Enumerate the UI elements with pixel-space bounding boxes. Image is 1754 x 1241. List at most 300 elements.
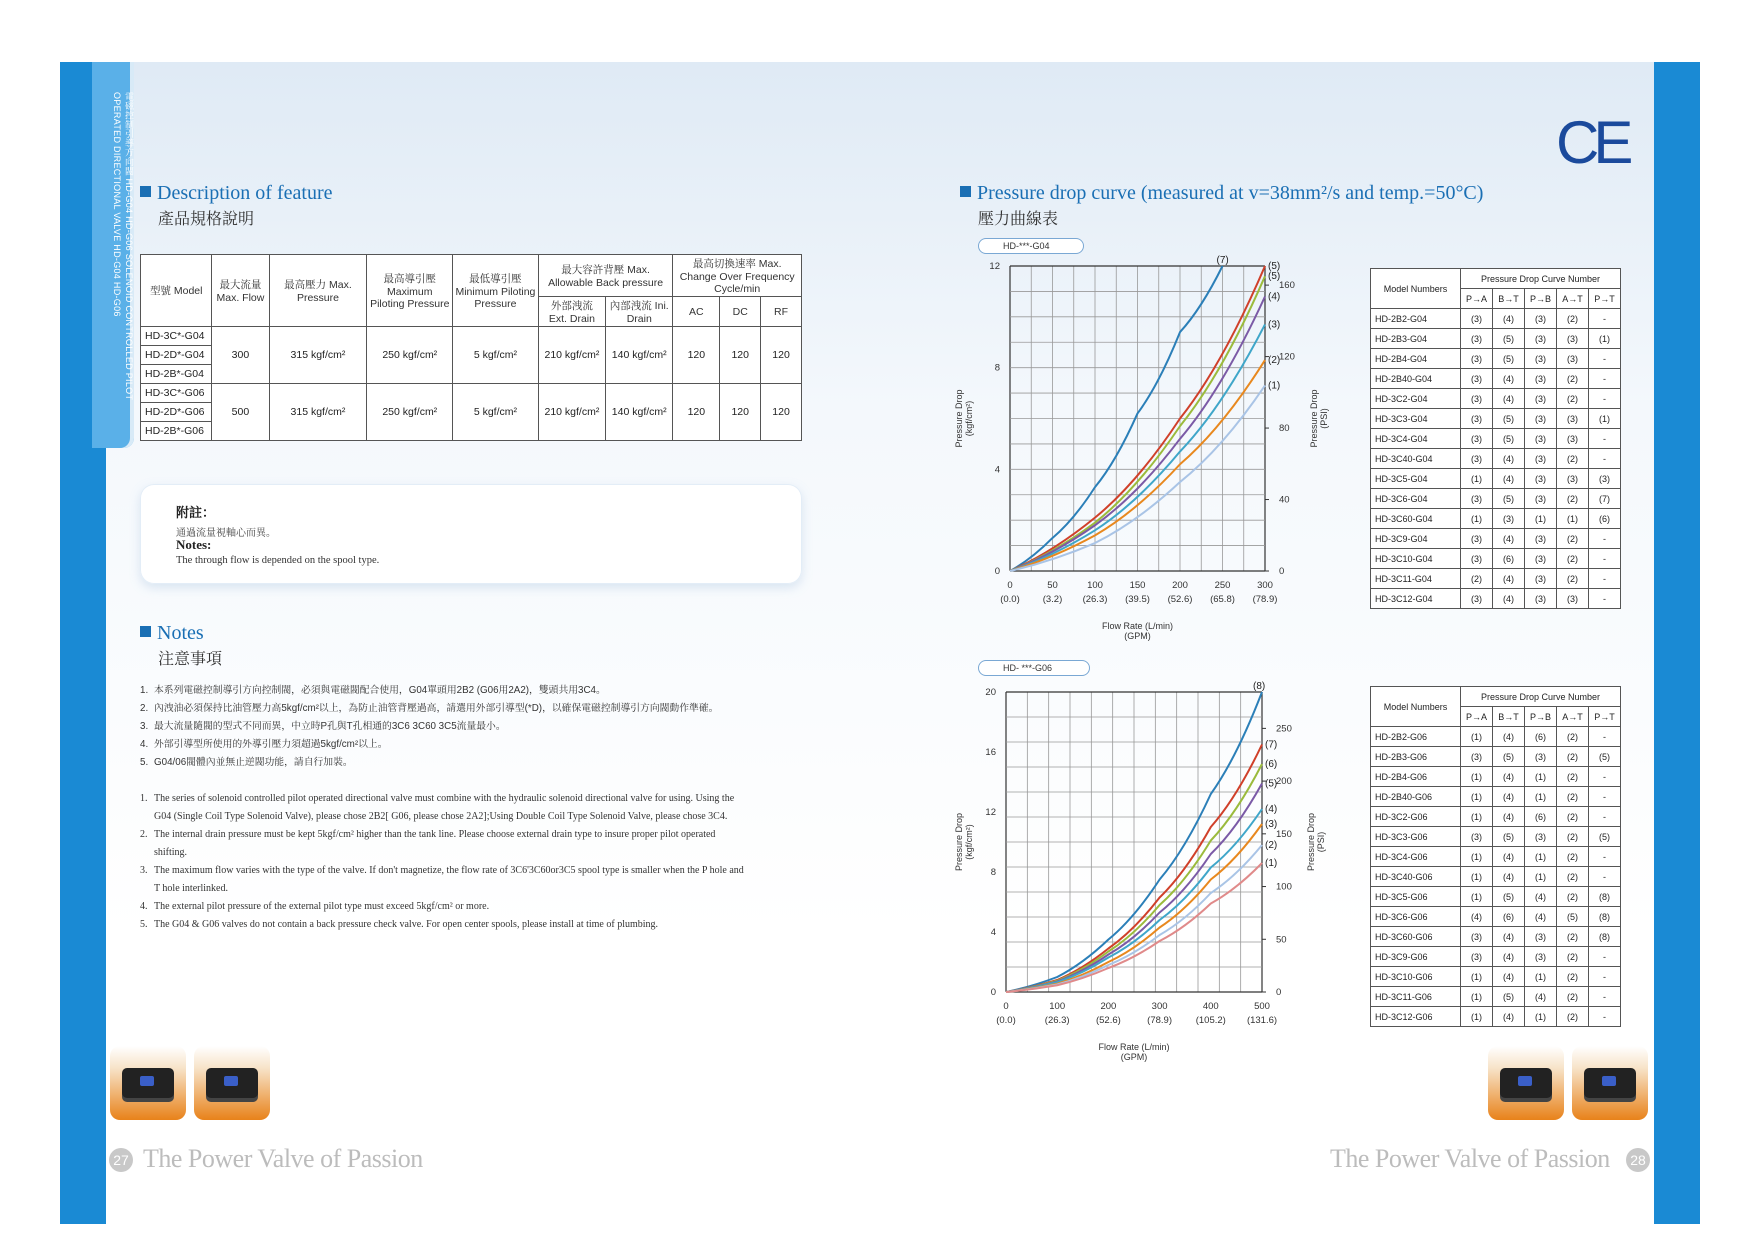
- curve-table-col-header: A→T: [1557, 707, 1589, 727]
- table-row: [1371, 549, 1621, 569]
- curve-table-col-header: A→T: [1557, 289, 1589, 309]
- y-tick-label: 4: [990, 927, 996, 938]
- table-row: [1371, 589, 1621, 609]
- curve-cell: (2): [1557, 987, 1589, 1007]
- curve-cell: (5): [1493, 409, 1525, 429]
- curve-cell: (4): [1493, 369, 1525, 389]
- curve-cell: (5): [1493, 429, 1525, 449]
- x-gpm-label: (26.3): [1044, 1015, 1070, 1026]
- table-row: [1371, 369, 1621, 389]
- model-cell: HD-3C2-G04: [1371, 389, 1461, 409]
- curve-cell: (4): [1493, 469, 1525, 489]
- curve-cell: (5): [1493, 987, 1525, 1007]
- spec-int-drain: 140 kgf/cm²: [606, 327, 673, 384]
- spec-rf: 120: [761, 327, 802, 384]
- x-tick-label: 400: [1202, 1001, 1219, 1012]
- curve-cell: (2): [1557, 847, 1589, 867]
- curve-cell: (1): [1525, 847, 1557, 867]
- curve-cell: (3): [1461, 389, 1493, 409]
- curve-table-col-header: P→T: [1589, 707, 1621, 727]
- table-row: [1371, 469, 1621, 489]
- x-tick-label: 300: [1151, 1001, 1168, 1012]
- curve-number-label: (5): [1268, 271, 1281, 283]
- notes-en-list: [140, 790, 820, 934]
- y2-tick-label: 160: [1279, 280, 1295, 292]
- note-cn-item: 3. 最大流量隨閥的型式不同而異，中立時P孔與T孔相通的3C6 3C60 3C5流量最小。: [140, 721, 506, 732]
- curve-cell: (4): [1493, 727, 1525, 747]
- curve-cell: (2): [1557, 549, 1589, 569]
- table-row: [1371, 349, 1621, 369]
- spec-min-piloting: 5 kgf/cm²: [453, 384, 539, 441]
- curve-table-g04: [1370, 268, 1621, 609]
- model-cell: HD-2B40-G06: [1371, 787, 1461, 807]
- model-cell: HD-3C11-G06: [1371, 987, 1461, 1007]
- curve-table-col-header: P→A: [1461, 707, 1493, 727]
- model-cell: HD-3C4-G04: [1371, 429, 1461, 449]
- curve-cell: (1): [1525, 509, 1557, 529]
- note-en-line: shifting.: [154, 847, 188, 858]
- curve-number-label: (7): [1216, 255, 1229, 266]
- table-row: [1371, 309, 1621, 329]
- curve-cell: (1): [1461, 767, 1493, 787]
- table-row: [1371, 927, 1621, 947]
- footer-slogan-right: The Power Valve of Passion: [1330, 1144, 1610, 1173]
- curve-cell: (4): [1493, 847, 1525, 867]
- heading-square-icon: [140, 186, 151, 197]
- curve-cell: (5): [1493, 489, 1525, 509]
- table-row: [1371, 747, 1621, 767]
- curve-cell: (3): [1589, 469, 1621, 489]
- curve-cell: (3): [1461, 329, 1493, 349]
- y2-tick-label: 80: [1279, 423, 1290, 435]
- curve-number-label: (7): [1265, 739, 1278, 751]
- y2-tick-label: 0: [1279, 566, 1285, 577]
- curve-cell: (5): [1493, 349, 1525, 369]
- curve-cell: -: [1589, 389, 1621, 409]
- curve-cell: (2): [1557, 827, 1589, 847]
- x-gpm-label: (78.9): [1252, 594, 1278, 605]
- y-tick-label: 12: [989, 261, 1000, 272]
- curve-cell: -: [1589, 569, 1621, 589]
- curve-cell: (4): [1493, 309, 1525, 329]
- model-cell: HD-3C10-G06: [1371, 967, 1461, 987]
- curve-cell: (3): [1557, 409, 1589, 429]
- curve-cell: (2): [1557, 449, 1589, 469]
- curve-cell: -: [1589, 549, 1621, 569]
- curve-cell: (4): [1525, 887, 1557, 907]
- spec-max-flow: 500: [212, 384, 269, 441]
- x-tick-label: 100: [1049, 1001, 1066, 1012]
- curve-cell: -: [1589, 349, 1621, 369]
- curve-cell: (2): [1557, 887, 1589, 907]
- curve-cell: (3): [1525, 409, 1557, 429]
- curve-cell: -: [1589, 947, 1621, 967]
- th-dc: DC: [720, 297, 761, 327]
- model-cell: HD-3C6-G04: [1371, 489, 1461, 509]
- curve-cell: (3): [1525, 369, 1557, 389]
- curve-table-col-header: P→B: [1525, 289, 1557, 309]
- page-number-right: 28: [1626, 1148, 1650, 1172]
- model-cell: HD-2B4-G06: [1371, 767, 1461, 787]
- th-back-pressure: 最大容許背壓 Max. Allowable Back pressure: [538, 255, 673, 297]
- notes-cn-list: [140, 682, 820, 772]
- curve-cell: (2): [1461, 569, 1493, 589]
- table-row: [1371, 429, 1621, 449]
- curve-cell: (3): [1461, 489, 1493, 509]
- valve-image: [206, 1068, 258, 1098]
- curve-cell: (3): [1525, 927, 1557, 947]
- x-gpm-label: (52.6): [1095, 1015, 1121, 1026]
- y-tick-label: 16: [985, 747, 996, 758]
- curve-cell: (2): [1557, 867, 1589, 887]
- curve-cell: (1): [1461, 867, 1493, 887]
- y-axis-unit: (kgf/cm²): [964, 824, 974, 860]
- curve-cell: (1): [1525, 767, 1557, 787]
- th-cycle: 最高切換速率 Max. Change Over Frequency Cycle/min: [673, 255, 802, 297]
- curve-cell: (3): [1557, 349, 1589, 369]
- curve-cell: (1): [1461, 469, 1493, 489]
- valve-image: [122, 1068, 174, 1098]
- th-max-flow: 最大流量 Max. Flow: [212, 255, 269, 327]
- model-cell: HD-3C6-G06: [1371, 907, 1461, 927]
- note-en-line: T hole interlinked.: [154, 883, 228, 894]
- curve-cell: (5): [1589, 827, 1621, 847]
- curve-cell: (2): [1557, 309, 1589, 329]
- curve-table-col-header: P→A: [1461, 289, 1493, 309]
- curve-cell: (2): [1557, 489, 1589, 509]
- curve-table-col-header: P→T: [1589, 289, 1621, 309]
- curve-number-label: (6): [1265, 759, 1278, 770]
- curve-cell: (7): [1589, 489, 1621, 509]
- curve-cell: (1): [1525, 787, 1557, 807]
- curve-cell: (3): [1461, 927, 1493, 947]
- th-rf: RF: [761, 297, 802, 327]
- table-row: [1371, 847, 1621, 867]
- x-gpm-label: (131.6): [1246, 1015, 1278, 1026]
- note-cn-item: 1. 本系列電磁控制導引方向控制閥，必須與電磁閥配合使用，G04單頭用2B2 (G06用2A2)，雙頭共用3C4。: [140, 685, 606, 696]
- curve-cell: -: [1589, 967, 1621, 987]
- curve-cell: (1): [1461, 967, 1493, 987]
- curve-cell: (3): [1525, 569, 1557, 589]
- table-row: [1371, 529, 1621, 549]
- curve-number-label: (1): [1265, 858, 1278, 869]
- curve-cell: (4): [1493, 807, 1525, 827]
- curve-cell: (1): [1461, 807, 1493, 827]
- curve-cell: (3): [1525, 349, 1557, 369]
- curve-cell: (4): [1493, 449, 1525, 469]
- curve-cell: (1): [1461, 847, 1493, 867]
- x-gpm-label: (78.9): [1147, 1015, 1173, 1026]
- spec-model: HD-2D*-G04: [141, 346, 212, 365]
- curve-cell: (3): [1557, 429, 1589, 449]
- table-row: [1371, 509, 1621, 529]
- th-min-piloting: 最低導引壓 Minimum Piloting Pressure: [453, 255, 539, 327]
- table-row: [1371, 987, 1621, 1007]
- curve-cell: (1): [1525, 867, 1557, 887]
- y-tick-label: 0: [994, 566, 1000, 577]
- curve-cell: (6): [1525, 807, 1557, 827]
- model-cell: HD-2B3-G06: [1371, 747, 1461, 767]
- spec-model: HD-2B*-G04: [141, 365, 212, 384]
- valve-thumbnail: [1572, 1046, 1648, 1120]
- curve-cell: (3): [1461, 369, 1493, 389]
- note-en-line: 1. The series of solenoid controlled pilot operated directional valve must combine with the hydraulic solenoid directional valve for using. Using the: [140, 793, 735, 804]
- curve-cell: (6): [1525, 727, 1557, 747]
- curve-number-label: (5): [1265, 778, 1278, 790]
- x-gpm-label: (39.5): [1125, 594, 1150, 605]
- curve-number-label: (4): [1265, 804, 1278, 815]
- curve-cell: (4): [1493, 947, 1525, 967]
- note-cn-item: 5. G04/06閥體內並無止逆閥功能，請自行加裝。: [140, 757, 353, 768]
- spec-max-flow: 300: [212, 327, 269, 384]
- y2-tick-label: 50: [1276, 934, 1287, 946]
- curve-cell: (2): [1557, 747, 1589, 767]
- pressure-heading: [960, 182, 1483, 205]
- curve-cell: (2): [1557, 787, 1589, 807]
- notes-subtitle: 注意事項: [158, 651, 223, 668]
- x-tick-label: 500: [1254, 1001, 1270, 1012]
- curve-cell: (4): [1493, 867, 1525, 887]
- spec-ext-drain: 210 kgf/cm²: [538, 327, 605, 384]
- curve-cell: (4): [1493, 529, 1525, 549]
- curve-cell: -: [1589, 369, 1621, 389]
- y2-axis-unit: (PSI): [1319, 408, 1329, 429]
- curve-cell: (2): [1557, 767, 1589, 787]
- curve-cell: (1): [1589, 409, 1621, 429]
- x-gpm-label: (26.3): [1082, 594, 1108, 605]
- curve-cell: (4): [1493, 389, 1525, 409]
- curve-cell: (1): [1461, 727, 1493, 747]
- curve-cell: (3): [1525, 747, 1557, 767]
- x-gpm-label: (65.8): [1210, 594, 1235, 605]
- curve-cell: (4): [1493, 569, 1525, 589]
- footer-slogan-left: The Power Valve of Passion: [143, 1144, 423, 1173]
- note-en-line: 3. The maximum flow varies with the type of the valve. If don't magnetize, the flow rate of 3C6'3C60or3C5 spool type is smaller when the P hole and: [140, 865, 744, 876]
- curve-cell: (1): [1525, 1007, 1557, 1027]
- curve-cell: (5): [1493, 329, 1525, 349]
- curve-cell: (3): [1461, 429, 1493, 449]
- y2-tick-label: 0: [1276, 987, 1282, 998]
- curve-cell: (3): [1461, 449, 1493, 469]
- y-axis-label: Pressure Drop: [954, 812, 964, 872]
- curve-cell: (3): [1525, 489, 1557, 509]
- spec-max-piloting: 250 kgf/cm²: [367, 327, 453, 384]
- table-row: [1371, 787, 1621, 807]
- model-cell: HD-2B2-G06: [1371, 727, 1461, 747]
- table-row: [1371, 887, 1621, 907]
- table-row: [1371, 807, 1621, 827]
- curve-cell: (6): [1589, 509, 1621, 529]
- curve-cell: -: [1589, 767, 1621, 787]
- curve-cell: (1): [1461, 787, 1493, 807]
- model-cell: HD-2B40-G04: [1371, 369, 1461, 389]
- y-tick-label: 8: [994, 362, 1000, 374]
- curve-cell: (3): [1525, 449, 1557, 469]
- spec-table: [140, 254, 802, 441]
- curve-table-col-header: P→B: [1525, 707, 1557, 727]
- curve-cell: (2): [1557, 947, 1589, 967]
- curve-cell: (1): [1461, 887, 1493, 907]
- curve-cell: (1): [1557, 509, 1589, 529]
- y-tick-label: 20: [985, 687, 996, 698]
- spec-max-pressure: 315 kgf/cm²: [269, 384, 367, 441]
- description-subtitle: 產品規格說明: [158, 211, 255, 228]
- curve-cell: (8): [1589, 907, 1621, 927]
- spec-dc: 120: [720, 384, 761, 441]
- table-row: [1371, 827, 1621, 847]
- y2-tick-label: 150: [1276, 828, 1292, 840]
- model-cell: HD-2B3-G04: [1371, 329, 1461, 349]
- x-axis-label-gpm: (GPM): [1124, 631, 1151, 641]
- y-axis-unit: (kgf/cm²): [964, 400, 974, 437]
- curve-cell: (3): [1461, 589, 1493, 609]
- th-ac: AC: [673, 297, 720, 327]
- table-row: [1371, 1007, 1621, 1027]
- x-tick-label: 300: [1257, 580, 1273, 591]
- table-row: [1371, 727, 1621, 747]
- curve-cell: (3): [1525, 309, 1557, 329]
- x-tick-label: 200: [1100, 1001, 1117, 1012]
- curve-cell: (4): [1461, 907, 1493, 927]
- model-cell: HD-3C9-G04: [1371, 529, 1461, 549]
- pressure-title: Pressure drop curve (measured at v=38mm²/s and temp.=50°C): [977, 182, 1484, 204]
- model-cell: HD-3C60-G04: [1371, 509, 1461, 529]
- curve-cell: (3): [1461, 349, 1493, 369]
- curve-cell: (2): [1557, 1007, 1589, 1027]
- curve-cell: -: [1589, 589, 1621, 609]
- table-row: [1371, 967, 1621, 987]
- model-cell: HD-3C12-G04: [1371, 589, 1461, 609]
- curve-table-model-header: Model Numbers: [1371, 687, 1461, 727]
- curve-cell: -: [1589, 727, 1621, 747]
- y2-tick-label: 250: [1276, 723, 1292, 735]
- spec-model: HD-2D*-G06: [141, 403, 212, 422]
- x-gpm-label: (0.0): [1000, 594, 1020, 605]
- spec-min-piloting: 5 kgf/cm²: [453, 327, 539, 384]
- curve-cell: (3): [1461, 409, 1493, 429]
- curve-cell: (2): [1557, 967, 1589, 987]
- curve-cell: (1): [1461, 509, 1493, 529]
- x-tick-label: 250: [1214, 580, 1231, 591]
- curve-cell: -: [1589, 529, 1621, 549]
- curve-cell: (3): [1557, 589, 1589, 609]
- curve-cell: (1): [1525, 967, 1557, 987]
- y2-axis-unit: (PSI): [1316, 831, 1326, 853]
- note-cn-item: 2. 內洩油必須保持比油管壓力高5kgf/cm²以上，為防止油管背壓過高，請選用外部引導型(*D)，以確保電磁控制導引方向閥動作準確。: [140, 703, 719, 714]
- curve-cell: (8): [1589, 927, 1621, 947]
- curve-cell: (1): [1589, 329, 1621, 349]
- curve-cell: -: [1589, 1007, 1621, 1027]
- y-tick-label: 4: [994, 464, 1000, 476]
- y2-tick-label: 40: [1279, 494, 1290, 506]
- curve-cell: -: [1589, 787, 1621, 807]
- curve-cell: (3): [1525, 389, 1557, 409]
- note-en-line: 5. The G04 & G06 valves do not contain a back pressure check valve. For open center spools, please install at time of plumbing.: [140, 919, 659, 930]
- curve-number-label: (3): [1265, 819, 1278, 830]
- curve-cell: (4): [1525, 907, 1557, 927]
- y2-axis-label: Pressure Drop: [1306, 812, 1316, 872]
- right-side-strip: [1654, 62, 1700, 1224]
- spec-ac: 120: [673, 384, 720, 441]
- curve-cell: (1): [1461, 987, 1493, 1007]
- pressure-subtitle: 壓力曲線表: [978, 211, 1059, 228]
- spec-max-piloting: 250 kgf/cm²: [367, 384, 453, 441]
- spec-int-drain: 140 kgf/cm²: [606, 384, 673, 441]
- curve-cell: (2): [1557, 389, 1589, 409]
- th-max-pressure: 最高壓力 Max. Pressure: [269, 255, 367, 327]
- spec-ext-drain: 210 kgf/cm²: [538, 384, 605, 441]
- curve-cell: (5): [1557, 907, 1589, 927]
- curve-cell: (2): [1557, 569, 1589, 589]
- chart-g06-label: HD- ***-G06: [978, 660, 1090, 676]
- curve-cell: (6): [1493, 549, 1525, 569]
- x-gpm-label: (52.6): [1167, 594, 1193, 605]
- curve-cell: (5): [1493, 747, 1525, 767]
- x-tick-label: 0: [1007, 580, 1013, 591]
- model-cell: HD-3C10-G04: [1371, 549, 1461, 569]
- curve-cell: (3): [1461, 529, 1493, 549]
- table-row: [1371, 489, 1621, 509]
- table-row: [1371, 569, 1621, 589]
- valve-image: [1584, 1068, 1636, 1098]
- model-cell: HD-3C2-G06: [1371, 807, 1461, 827]
- heading-square-icon: [960, 186, 971, 197]
- y-tick-label: 8: [990, 867, 996, 878]
- table-row: [1371, 767, 1621, 787]
- description-heading: [140, 182, 332, 205]
- curve-cell: -: [1589, 987, 1621, 1007]
- curve-cell: (3): [1493, 509, 1525, 529]
- curve-number-label: (1): [1268, 380, 1281, 392]
- chart-g04-label: HD-***-G04: [978, 238, 1084, 254]
- chart-g06: [950, 674, 1350, 1064]
- x-tick-label: 200: [1172, 580, 1188, 591]
- curve-cell: (3): [1525, 469, 1557, 489]
- curve-cell: (3): [1525, 947, 1557, 967]
- spec-model: HD-3C*-G04: [141, 327, 212, 346]
- curve-cell: (5): [1589, 747, 1621, 767]
- y-tick-label: 0: [990, 987, 996, 998]
- curve-cell: (3): [1525, 429, 1557, 449]
- curve-cell: (5): [1493, 887, 1525, 907]
- curve-cell: (2): [1557, 529, 1589, 549]
- model-cell: HD-3C5-G06: [1371, 887, 1461, 907]
- note-cn-item: 4. 外部引導型所使用的外導引壓力須超過5kgf/cm²以上。: [140, 739, 388, 750]
- curve-number-label: (2): [1265, 840, 1278, 851]
- remark-box: [140, 484, 802, 584]
- y2-axis-label: Pressure Drop: [1309, 389, 1319, 448]
- curve-number-label: (2): [1268, 355, 1281, 367]
- spec-rf: 120: [761, 384, 802, 441]
- curve-cell: (3): [1525, 329, 1557, 349]
- x-gpm-label: (3.2): [1042, 594, 1063, 605]
- th-ext-drain: 外部洩流 Ext. Drain: [538, 297, 605, 327]
- spec-dc: 120: [720, 327, 761, 384]
- notes-title: Notes: [157, 622, 204, 644]
- side-vertical-title: 電磁控制引導方向閥 HD-G04 HD-G06 SOLENOID CONTROLLED PILOT OPERATED DIRECTIONAL VALVE HD-G04 HD-G06: [112, 92, 134, 401]
- model-cell: HD-3C9-G06: [1371, 947, 1461, 967]
- remark-title-cn: 附註：: [176, 505, 216, 520]
- curve-cell: (2): [1557, 807, 1589, 827]
- remark-title-en: Notes:: [176, 537, 212, 552]
- curve-number-label: (5): [1268, 261, 1281, 272]
- model-cell: HD-3C40-G04: [1371, 449, 1461, 469]
- spec-ac: 120: [673, 327, 720, 384]
- curve-number-label: (8): [1253, 681, 1266, 692]
- table-row: [1371, 947, 1621, 967]
- model-cell: HD-3C11-G04: [1371, 569, 1461, 589]
- note-en-line: 2. The internal drain pressure must be kept 5kgf/cm² higher than the tank line. Please choose external drain type to insure proper pilot operated: [140, 829, 716, 840]
